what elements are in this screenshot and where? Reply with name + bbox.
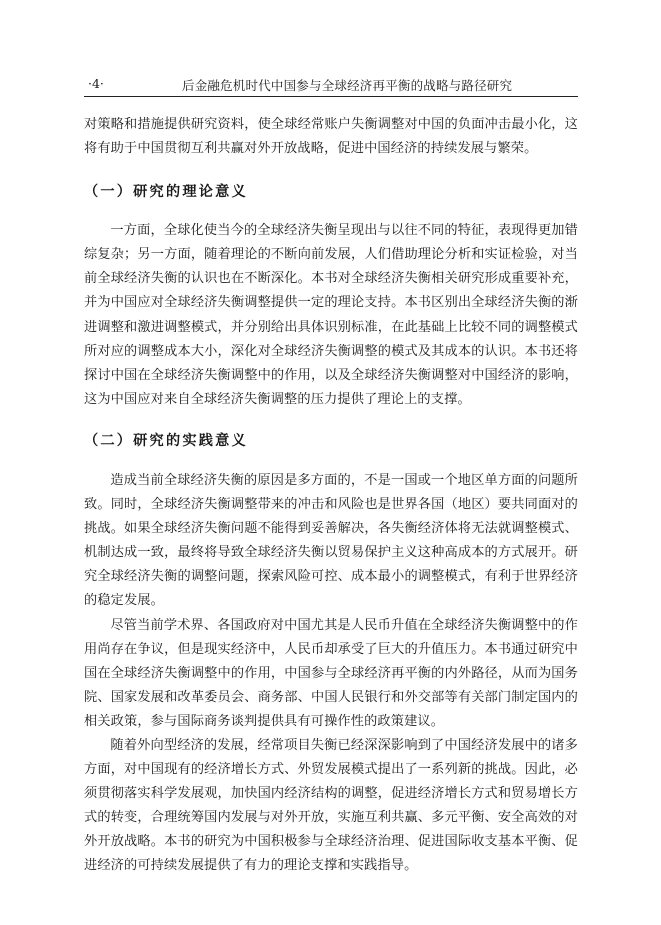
intro-paragraph: 对策略和措施提供研究资料，使全球经常账户失衡调整对中国的负面冲击最小化，这将有助于中国贯彻互利共赢对外开放战略，促进中国经济的持续发展与繁荣。 <box>84 117 578 157</box>
running-title: 后金融危机时代中国参与全球经济再平衡的战略与路径研究 <box>182 78 513 93</box>
section-heading-practical: （二）研究的实践意义 <box>84 432 248 449</box>
running-header <box>84 74 578 97</box>
body-paragraph: 随着外向型经济的发展，经常项目失衡已经深深影响到了中国经济发展中的诸多方面，对中国现有的经济增长方式、外贸发展模式提出了一系列新的挑战。因此，必须贯彻落实科学发展观，加快国内经济结构的调整，促进经济增长方式和贸易增长方式的转变，合理统筹国内发展与对外开放，实施互利共赢、多元平衡、安全高效的对外开放战略。本书的研究为中国积极参与全球经济治理、促进国际收支基本平衡、促进经济的可持续发展提供了有力的理论支撑和实践指导。 <box>84 737 578 874</box>
body-paragraph: 一方面，全球化使当今的全球经济失衡呈现出与以往不同的特征，表现得更加错综复杂；另一方面，随着理论的不断向前发展，人们借助理论分析和实证检验，对当前全球经济失衡的认识也在不断深化。本书对全球经济失衡相关研究形成重要补充，并为中国应对全球经济失衡调整提供一定的理论支持。本书区别出全球经济失衡的渐进调整和激进调整模式，并分别给出具体识别标准，在此基础上比较不同的调整模式所对应的调整成本大小，深化对全球经济失衡调整的模式及其成本的认识。本书还将探讨中国在全球经济失衡调整中的作用，以及全球经济失衡调整对中国经济的影响，这为中国应对来自全球经济失衡调整的压力提供了理论上的支撑。 <box>84 223 578 407</box>
body-paragraph: 尽管当前学术界、各国政府对中国尤其是人民币升值在全球经济失衡调整中的作用尚存在争议，但是现实经济中，人民币却承受了巨大的升值压力。本书通过研究中国在全球经济失衡调整中的作用，中国参与全球经济再平衡的内外路径，从而为国务院、国家发展和改革委员会、商务部、中国人民银行和外交部等有关部门制定国内的相关政策，参与国际商务谈判提供具有可操作性的政策建议。 <box>84 617 578 729</box>
page-number: ·4· <box>88 76 104 91</box>
page-body <box>84 113 578 879</box>
section-heading-theoretical: （一）研究的理论意义 <box>84 184 248 201</box>
body-paragraph: 造成当前全球经济失衡的原因是多方面的，不是一国或一个地区单方面的问题所致。同时，全球经济失衡调整带来的冲击和风险也是世界各国（地区）要共同面对的挑战。如果全球经济失衡问题不能得到妥善解决，各失衡经济体将无法就调整模式、机制达成一致，最终将导致全球经济失衡以贸易保护主义这种高成本的方式展开。研究全球经济失衡的调整问题，探索风险可控、成本最小的调整模式，有利于世界经济的稳定发展。 <box>84 472 578 609</box>
